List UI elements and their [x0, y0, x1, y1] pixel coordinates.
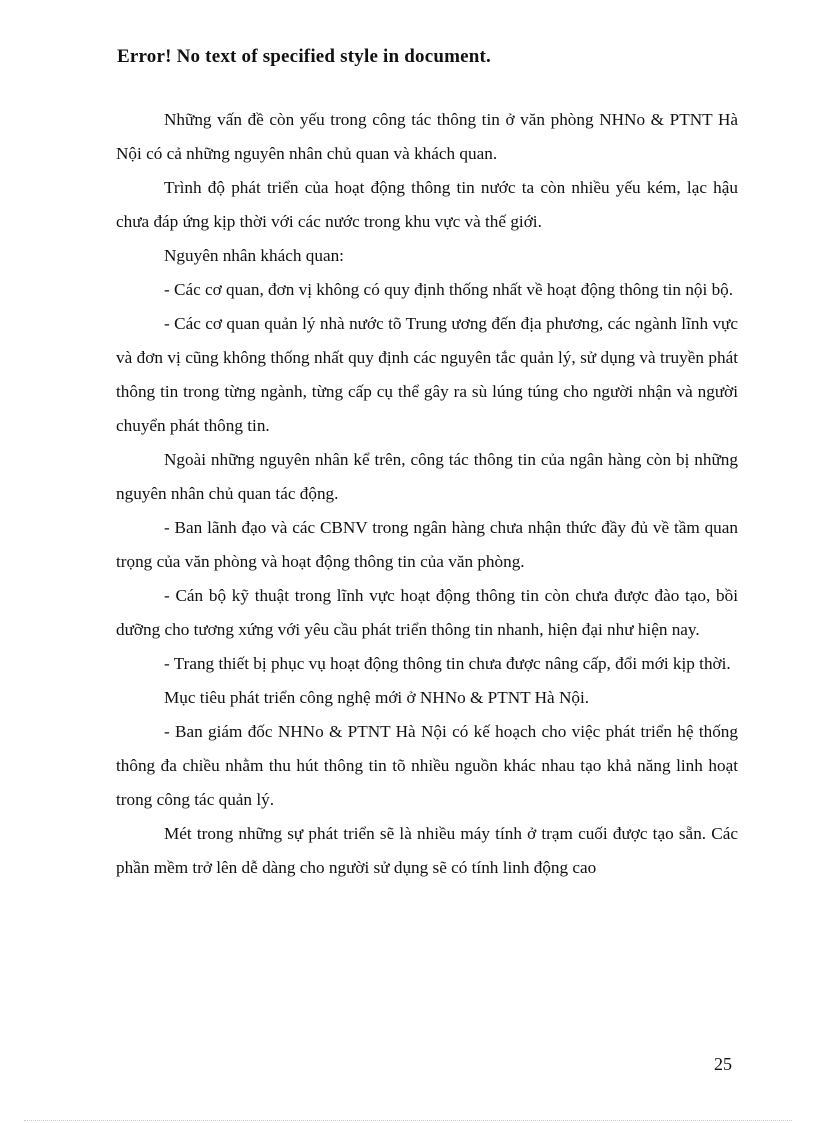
paragraph: Mét trong những sự phát triển sẽ là nhiều máy tính ở trạm cuối được tạo sẵn. Các phần mềm trở lên dễ dàng cho người sử dụng sẽ có tính linh động cao	[116, 824, 738, 877]
paragraph: Mục tiêu phát triển công nghệ mới ở NHNo & PTNT Hà Nội.	[164, 688, 590, 707]
paragraph: - Các cơ quan quản lý nhà nước tõ Trung ương đến địa phương, các ngành lĩnh vực và đơn vị cũng không thống nhất quy định các nguyên tắc quản lý, sử dụng và truyền phát thông tin trong từng ngành, từng cấp cụ thể gây ra sù lúng túng cho người nhận và người chuyển phát thông tin.	[116, 314, 738, 435]
paragraph: Trình độ phát triển của hoạt động thông tin nước ta còn nhiều yếu kém, lạc hậu chưa đáp ứng kịp thời với các nước trong khu vực và thế giới.	[116, 178, 738, 231]
paragraph: - Các cơ quan, đơn vị không có quy định thống nhất về hoạt động thông tin nội bộ.	[164, 280, 734, 299]
page-header: Error! No text of specified style in document.	[117, 46, 492, 67]
paragraph: - Ban lãnh đạo và các CBNV trong ngân hàng chưa nhận thức đầy đủ về tầm quan trọng của văn phòng và hoạt động thông tin của văn phòng.	[116, 518, 738, 571]
paragraph: Nguyên nhân khách quan:	[164, 246, 344, 265]
paragraph: - Trang thiết bị phục vụ hoạt động thông tin chưa được nâng cấp, đổi mới kịp thời.	[164, 654, 731, 673]
page-number: 25	[714, 1054, 732, 1074]
page-boundary-divider	[24, 1120, 792, 1121]
document-body	[116, 103, 738, 885]
paragraph: - Ban giám đốc NHNo & PTNT Hà Nội có kế hoạch cho việc phát triển hệ thống thông đa chiều nhằm thu hút thông tin tõ nhiều nguồn khác nhau tạo khả năng linh hoạt trong công tác quản lý.	[116, 722, 738, 809]
paragraph: Ngoài những nguyên nhân kể trên, công tác thông tin của ngân hàng còn bị những nguyên nhân chủ quan tác động.	[116, 450, 738, 503]
paragraph: Những vấn đề còn yếu trong công tác thông tin ở văn phòng NHNo & PTNT Hà Nội có cả những nguyên nhân chủ quan và khách quan.	[116, 110, 738, 163]
paragraph: - Cán bộ kỹ thuật trong lĩnh vực hoạt động thông tin còn chưa được đào tạo, bồi dưỡng cho tương xứng với yêu cầu phát triển thông tin nhanh, hiện đại như hiện nay.	[116, 586, 738, 639]
